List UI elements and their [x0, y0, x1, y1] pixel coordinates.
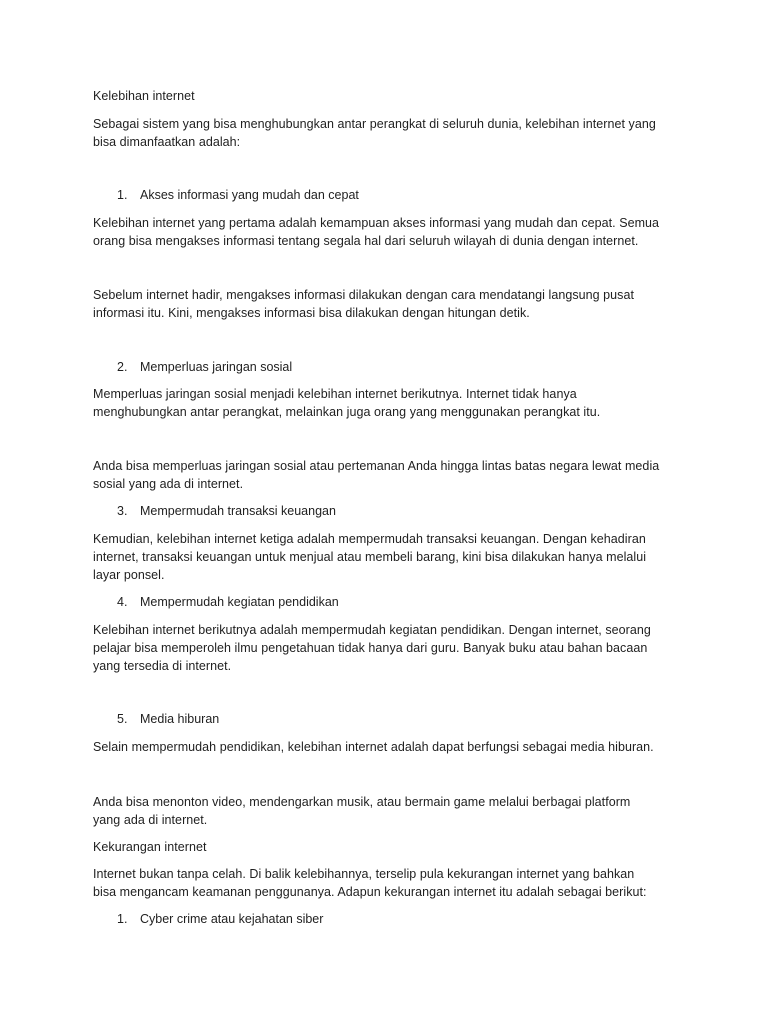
section-heading-kelebihan: Kelebihan internet [93, 89, 195, 103]
paragraph-line: informasi itu. Kini, mengakses informasi bisa dilakukan dengan hitungan detik. [93, 306, 530, 320]
paragraph-line: bisa dimanfaatkan adalah: [93, 135, 241, 149]
paragraph-line: yang tersedia di internet. [93, 659, 232, 673]
list-item-title: Media hiburan [140, 712, 220, 726]
paragraph-line: Sebelum internet hadir, mengakses informasi dilakukan dengan cara mendatangi langsung pusat [93, 288, 634, 302]
paragraph-line: layar ponsel. [93, 568, 165, 582]
list-number: 3. [117, 504, 128, 518]
list-item-title: Cyber crime atau kejahatan siber [140, 912, 324, 926]
list-number: 1. [117, 188, 128, 202]
paragraph-line: Memperluas jaringan sosial menjadi kelebihan internet berikutnya. Internet tidak hanya [93, 387, 577, 401]
list-item-title: Memperluas jaringan sosial [140, 360, 293, 374]
list-number: 4. [117, 595, 128, 609]
paragraph-line: menghubungkan antar perangkat, melainkan juga orang yang menggunakan perangkat itu. [93, 405, 601, 419]
list-number: 5. [117, 712, 128, 726]
paragraph-line: Sebagai sistem yang bisa menghubungkan antar perangkat di seluruh dunia, kelebihan internet yang [93, 117, 656, 131]
section-heading-kekurangan: Kekurangan internet [93, 840, 207, 854]
list-item-title: Akses informasi yang mudah dan cepat [140, 188, 359, 202]
list-number: 1. [117, 912, 128, 926]
paragraph-line: sosial yang ada di internet. [93, 477, 244, 491]
list-number: 2. [117, 360, 128, 374]
paragraph-line: pelajar bisa memperoleh ilmu pengetahuan tidak hanya dari guru. Banyak buku atau bahan bacaan [93, 641, 648, 655]
list-item-title: Mempermudah kegiatan pendidikan [140, 595, 339, 609]
paragraph-line: bisa mengancam keamanan penggunanya. Adapun kekurangan internet itu adalah sebagai berikut: [93, 885, 647, 899]
paragraph-line: Selain mempermudah pendidikan, kelebihan internet adalah dapat berfungsi sebagai media hiburan. [93, 740, 654, 754]
paragraph-line: Anda bisa memperluas jaringan sosial atau pertemanan Anda hingga lintas batas negara lewat media [93, 459, 660, 473]
paragraph-line: internet, transaksi keuangan untuk menjual atau membeli barang, kini bisa dilakukan hanya melalui [93, 550, 647, 564]
paragraph-line: Kelebihan internet yang pertama adalah kemampuan akses informasi yang mudah dan cepat. Semua [93, 216, 660, 230]
paragraph-line: yang ada di internet. [93, 813, 208, 827]
paragraph-line: Anda bisa menonton video, mendengarkan musik, atau bermain game melalui berbagai platform [93, 795, 631, 809]
list-item-title: Mempermudah transaksi keuangan [140, 504, 336, 518]
paragraph-line: Kelebihan internet berikutnya adalah mempermudah kegiatan pendidikan. Dengan internet, seorang [93, 623, 651, 637]
paragraph-line: Kemudian, kelebihan internet ketiga adalah mempermudah transaksi keuangan. Dengan kehadiran [93, 532, 646, 546]
paragraph-line: orang bisa mengakses informasi tentang segala hal dari seluruh wilayah di dunia dengan internet. [93, 234, 639, 248]
paragraph-line: Internet bukan tanpa celah. Di balik kelebihannya, terselip pula kekurangan internet yang bahkan [93, 867, 635, 881]
